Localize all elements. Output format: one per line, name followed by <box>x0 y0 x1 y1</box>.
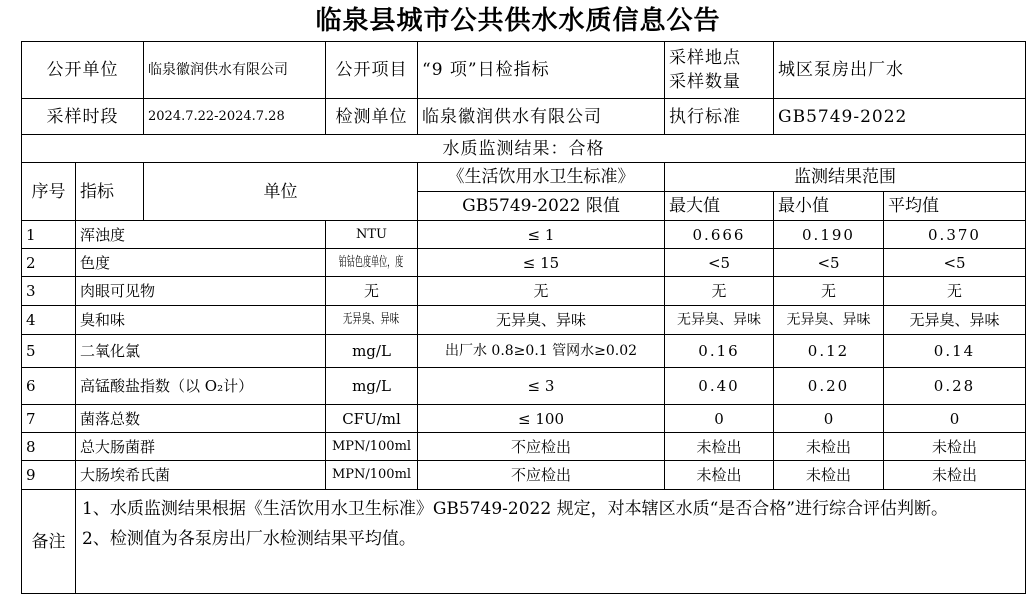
row-avg: 0.14 <box>884 335 1026 368</box>
item-value: “9 项”日检指标 <box>418 42 665 99</box>
row-unit: 无 <box>326 277 418 306</box>
row-indicator: 肉眼可见物 <box>76 277 326 306</box>
period-value: 2024.7.22-2024.7.28 <box>144 99 326 135</box>
period-label: 采样时段 <box>22 99 144 135</box>
row-avg: 未检出 <box>884 461 1026 490</box>
row-indicator: 高锰酸盐指数（以 O₂计） <box>76 368 326 405</box>
row-max: 未检出 <box>665 433 774 461</box>
row-max: 0 <box>665 405 774 433</box>
row-limit: ≤ 3 <box>418 368 665 405</box>
row-indicator: 大肠埃希氏菌 <box>76 461 326 490</box>
notes-line-1: 1、水质监测结果根据《生活饮用水卫生标准》GB5749-2022 规定，对本辖区水质“是否合格”进行综合评估判断。 <box>82 499 948 519</box>
table-row <box>22 306 1026 335</box>
row-no: 6 <box>22 368 76 405</box>
row-unit: mg/L <box>326 335 418 368</box>
row-min: 无 <box>774 277 884 306</box>
row-max: 未检出 <box>665 461 774 490</box>
publisher-value: 临泉徽润供水有限公司 <box>144 42 326 99</box>
row-avg: 0.370 <box>884 221 1026 249</box>
item-label: 公开项目 <box>326 42 418 99</box>
water-quality-table <box>21 41 1026 594</box>
row-indicator: 总大肠菌群 <box>76 433 326 461</box>
row-unit-text: 铂钴色度单位，度 <box>339 254 404 270</box>
row-limit: 不应检出 <box>418 433 665 461</box>
notes-content <box>76 490 1026 594</box>
standard-label: 执行标准 <box>665 99 774 135</box>
publisher-label: 公开单位 <box>22 42 144 99</box>
row-max: 0.40 <box>665 368 774 405</box>
row-unit <box>326 306 418 335</box>
table-row <box>22 461 1026 490</box>
row-indicator: 二氧化氯 <box>76 335 326 368</box>
row-limit: ≤ 100 <box>418 405 665 433</box>
table-row <box>22 433 1026 461</box>
row-unit: mg/L <box>326 368 418 405</box>
standard-value: GB5749-2022 <box>774 99 1026 135</box>
row-avg: 无 <box>884 277 1026 306</box>
row-avg: 无异臭、异味 <box>884 306 1026 335</box>
row-no: 3 <box>22 277 76 306</box>
header-unit: 单位 <box>144 163 418 221</box>
result-text: 水质监测结果：合格 <box>22 135 1026 163</box>
header-limit-line2: GB5749-2022 限值 <box>418 192 665 221</box>
table-row <box>22 221 1026 249</box>
header-range: 监测结果范围 <box>665 163 1026 192</box>
notes-row <box>22 490 1026 594</box>
row-limit: ≤ 15 <box>418 249 665 277</box>
header-max: 最大值 <box>665 192 774 221</box>
row-min: 未检出 <box>774 433 884 461</box>
row-min: 0.20 <box>774 368 884 405</box>
result-row <box>22 135 1026 163</box>
row-no: 2 <box>22 249 76 277</box>
row-max: 无异臭、异味 <box>665 306 774 335</box>
table-row <box>22 405 1026 433</box>
site-label-line2: 采样数量 <box>669 72 741 92</box>
info-row-1 <box>22 42 1026 99</box>
notes-label: 备注 <box>22 490 76 594</box>
table-row <box>22 335 1026 368</box>
row-unit <box>326 249 418 277</box>
site-label-line1: 采样地点 <box>669 48 741 68</box>
row-limit: 不应检出 <box>418 461 665 490</box>
row-no: 9 <box>22 461 76 490</box>
row-unit: MPN/100ml <box>326 433 418 461</box>
row-indicator: 菌落总数 <box>76 405 326 433</box>
row-min: 0 <box>774 405 884 433</box>
row-unit: NTU <box>326 221 418 249</box>
row-max: 0.16 <box>665 335 774 368</box>
row-max: <5 <box>665 249 774 277</box>
row-max: 无 <box>665 277 774 306</box>
row-min: 0.12 <box>774 335 884 368</box>
header-row-1 <box>22 163 1026 192</box>
header-min: 最小值 <box>774 192 884 221</box>
lab-value: 临泉徽润供水有限公司 <box>418 99 665 135</box>
row-avg: 0 <box>884 405 1026 433</box>
row-max: 0.666 <box>665 221 774 249</box>
table-row <box>22 249 1026 277</box>
row-min: 未检出 <box>774 461 884 490</box>
row-min: 0.190 <box>774 221 884 249</box>
table-row <box>22 368 1026 405</box>
row-limit: 无异臭、异味 <box>418 306 665 335</box>
row-avg: 未检出 <box>884 433 1026 461</box>
header-no: 序号 <box>22 163 76 221</box>
row-no: 8 <box>22 433 76 461</box>
row-limit: ≤ 1 <box>418 221 665 249</box>
row-indicator: 臭和味 <box>76 306 326 335</box>
table-row <box>22 277 1026 306</box>
row-unit-text: 无异臭、异味 <box>343 312 400 327</box>
row-min: <5 <box>774 249 884 277</box>
row-indicator: 浑浊度 <box>76 221 326 249</box>
lab-label: 检测单位 <box>326 99 418 135</box>
row-unit: MPN/100ml <box>326 461 418 490</box>
row-unit: CFU/ml <box>326 405 418 433</box>
notes-line-2: 2、检测值为各泵房出厂水检测结果平均值。 <box>82 529 416 549</box>
header-limit-line1: 《生活饮用水卫生标准》 <box>418 163 665 192</box>
row-no: 4 <box>22 306 76 335</box>
row-limit: 无 <box>418 277 665 306</box>
row-indicator: 色度 <box>76 249 326 277</box>
site-label <box>665 42 774 99</box>
row-min: 无异臭、异味 <box>774 306 884 335</box>
info-row-2 <box>22 99 1026 135</box>
header-avg: 平均值 <box>884 192 1026 221</box>
site-value: 城区泵房出厂水 <box>774 42 1026 99</box>
header-indicator: 指标 <box>76 163 144 221</box>
row-no: 5 <box>22 335 76 368</box>
page-title: 临泉县城市公共供水水质信息公告 <box>315 6 721 36</box>
row-avg: <5 <box>884 249 1026 277</box>
row-limit: 出厂水 0.8≥0.1 管网水≥0.02 <box>418 335 665 368</box>
row-avg: 0.28 <box>884 368 1026 405</box>
row-no: 1 <box>22 221 76 249</box>
row-no: 7 <box>22 405 76 433</box>
